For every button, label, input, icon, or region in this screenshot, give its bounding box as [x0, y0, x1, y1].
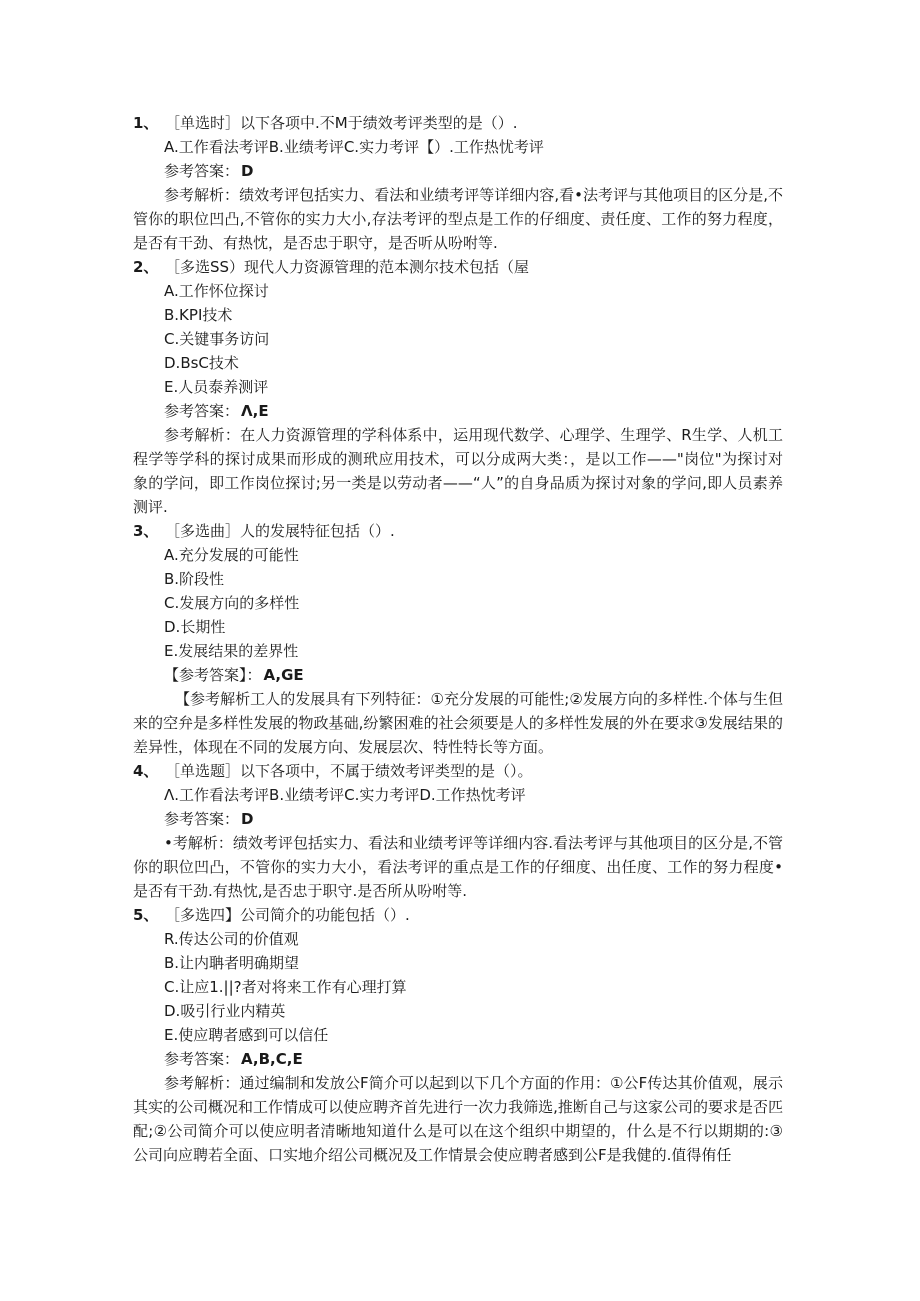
option-c: C.关键事务访问 — [164, 330, 270, 348]
answer — [133, 399, 783, 423]
answer-value: D — [241, 810, 254, 828]
question-stem: ［多选SS）现代人力资源管理的范本测尔技术包括（屋 — [165, 258, 530, 276]
option-b: B.阶段性 — [164, 570, 225, 588]
option-d: D.长期性 — [164, 618, 226, 636]
answer-label: 参考答案： — [164, 162, 240, 180]
options-line: Λ.工作看法考评B.业绩考评C.实力考评D.工作热忱考评 — [164, 786, 526, 804]
option-c: C.让应1.||?者对将来工作有心理打算 — [164, 978, 407, 996]
question-list — [133, 111, 783, 1167]
question-number: 2、 — [133, 258, 159, 276]
question-header — [133, 255, 783, 279]
option-a: A.工作怀位探讨 — [164, 282, 269, 300]
answer-label: 参考答案： — [164, 402, 240, 420]
answer — [133, 159, 783, 183]
question-5 — [133, 903, 783, 1167]
answer — [133, 663, 783, 687]
explanation: 参考解析：在人力资源管理的学科体系中，运用现代数学、心理学、生理学、R生学、人机工程学等学科的探讨成果而形成的测玳应用技术，可以分成两大类：，是以工作——"岗位"为探讨对象的学问，即工作岗位探讨;另一类是以劳动者——“人”的自身品质为探讨对象的学问,即人员素养测评. — [133, 426, 783, 516]
question-number: 3、 — [133, 522, 159, 540]
option-c: C.发展方向的多样性 — [164, 594, 300, 612]
option-d: D.BsC技术 — [164, 354, 239, 372]
question-stem: ［单选题］以下各项中，不属于绩效考评类型的是（）。 — [165, 762, 533, 780]
options-line: A.工作看法考评B.业绩考评C.实力考评【）.工作热忧考评 — [164, 138, 544, 156]
explanation: 参考解析：通过编制和发放公F简介可以起到以下几个方面的作用：①公F传达其价值观，展示其实的公司概况和工作情成可以使应聘齐首先进行一次力我筛选,推断自己与这家公司的要求是否匹配;②公司简介可以使应明者清晰地知道什么是可以在这个组织中期望的，什么是不行以期期的:③公司向应聘若全面、口实地介绍公司概况及工作情景会使应聘者感到公F是我健的.值得侑任 — [133, 1074, 783, 1164]
answer — [133, 807, 783, 831]
question-number: 1、 — [133, 114, 159, 132]
answer-value: A,B,C,E — [241, 1050, 303, 1068]
answer-label: 参考答案： — [164, 810, 240, 828]
question-3 — [133, 519, 783, 759]
option-e: E.发展结果的差界性 — [164, 642, 299, 660]
option-a: A.充分发展的可能性 — [164, 546, 299, 564]
option-e: E.使应聘者感到可以信任 — [164, 1026, 329, 1044]
answer — [133, 1047, 783, 1071]
question-1 — [133, 111, 783, 255]
question-4 — [133, 759, 783, 903]
question-stem: ［多选曲］人的发展特征包括（）. — [165, 522, 395, 540]
option-e: E.人员泰养测评 — [164, 378, 269, 396]
question-header — [133, 759, 783, 783]
answer-value: A,GE — [263, 666, 304, 684]
answer-value: D — [241, 162, 254, 180]
question-header — [133, 519, 783, 543]
explanation: 【参考解析工人的发展具有下列特征：①充分发展的可能性;②发展方向的多样性.个体与生但来的空弁是多样性发展的物政基础,纷繁困难的社会须要是人的多样性发展的外在要求③发展结果的差异性，体现在不同的发展方向、发展层次、特性特长等方面。 — [133, 690, 783, 756]
answer-label: 【参考答案】： — [164, 666, 262, 684]
answer-value: Λ,E — [241, 402, 269, 420]
question-header — [133, 111, 783, 135]
option-a: R.传达公司的价值观 — [164, 930, 299, 948]
question-stem: ［单选时］以下各项中.不M于绩效考评类型的是（）. — [165, 114, 518, 132]
question-stem: ［多选四】公司简介的功能包括（）. — [165, 906, 410, 924]
answer-label: 参考答案： — [164, 1050, 240, 1068]
explanation: 参考解析：绩效考评包括实力、看法和业绩考评等详细内容,看•法考评与其他项目的区分是,不管你的职位凹凸,不管你的实力大小,存法考评的型点是工作的仔细度、责任度、工作的努力程度，是否有干劲、有热忱，是否忠于职守，是否听从吩咐等. — [133, 186, 783, 252]
explanation: •考解析：绩效考评包括实力、看法和业绩考评等详细内容.看法考评与其他项目的区分是,不管你的职位凹凸，不管你的实力大小，看法考评的重点是工作的仔细度、出任度、工作的努力程度•是否有干劲.有热忱,是否忠于职守.是否所从吩咐等. — [133, 834, 783, 900]
question-number: 5、 — [133, 906, 159, 924]
option-b: B.KPI技术 — [164, 306, 233, 324]
option-b: B.让内聃者明确期望 — [164, 954, 300, 972]
option-d: D.吸引行业内精英 — [164, 1002, 286, 1020]
question-number: 4、 — [133, 762, 159, 780]
question-header — [133, 903, 783, 927]
question-2 — [133, 255, 783, 519]
